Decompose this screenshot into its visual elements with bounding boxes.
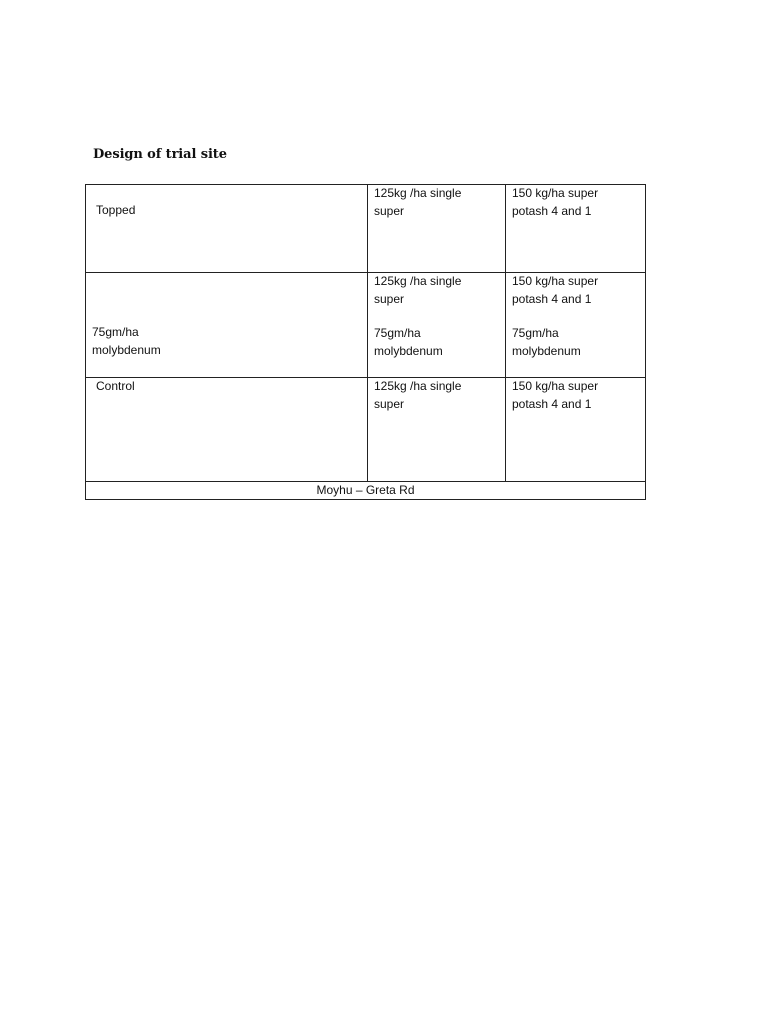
cell-text: 150 kg/ha super <box>512 274 599 288</box>
cell-text: potash 4 and 1 <box>512 291 592 306</box>
road-label: Moyhu – Greta Rd <box>86 482 646 500</box>
cell-text: 150 kg/ha super <box>512 186 599 200</box>
cell-text: 125kg /ha single <box>374 186 462 200</box>
cell-text: potash 4 and 1 <box>512 203 592 218</box>
page-title: Design of trial site <box>93 147 227 162</box>
cell-text: super <box>374 396 405 411</box>
cell-text: molybdenum <box>374 343 443 358</box>
cell-text: potash 4 and 1 <box>512 396 592 411</box>
table-row-topped <box>86 185 646 273</box>
table-cell-treatment <box>86 378 368 482</box>
table-cell-treatment <box>86 185 368 273</box>
table-cell-single-super <box>368 273 506 378</box>
treatment-label: molybdenum <box>92 342 161 357</box>
table-cell-treatment <box>86 273 368 378</box>
table-row-control <box>86 378 646 482</box>
cell-text: super <box>374 203 405 218</box>
cell-text: 125kg /ha single <box>374 379 462 393</box>
table-cell-super-potash <box>506 185 646 273</box>
cell-text: molybdenum <box>512 343 581 358</box>
table-row-molybdenum <box>86 273 646 378</box>
cell-text: 75gm/ha <box>512 326 559 340</box>
table-cell-super-potash <box>506 273 646 378</box>
table-cell-single-super <box>368 378 506 482</box>
table-cell-super-potash <box>506 378 646 482</box>
treatment-label: Control <box>96 379 135 393</box>
treatment-label: Topped <box>96 203 136 217</box>
table-row-road <box>86 482 646 500</box>
treatment-label: 75gm/ha <box>92 325 139 339</box>
cell-text: 125kg /ha single <box>374 274 462 288</box>
cell-text: 75gm/ha <box>374 326 421 340</box>
trial-site-table <box>85 184 646 500</box>
cell-text: super <box>374 291 405 306</box>
table-cell-single-super <box>368 185 506 273</box>
cell-text: 150 kg/ha super <box>512 379 599 393</box>
